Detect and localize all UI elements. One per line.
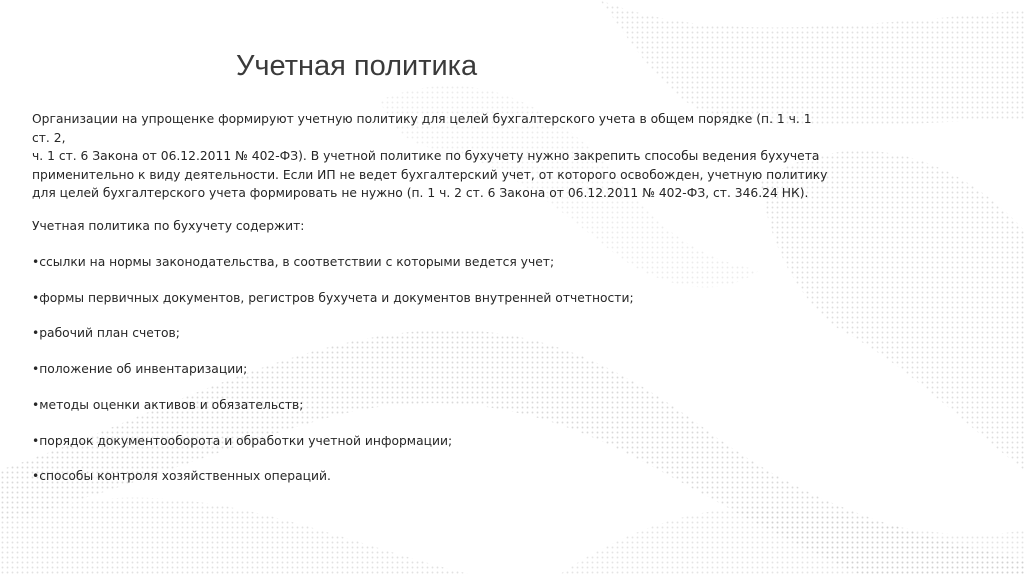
list-item: •методы оценки активов и обязательств; (32, 397, 304, 412)
slide-title: Учетная политика (236, 50, 478, 82)
intro-line: ч. 1 ст. 6 Закона от 06.12.2011 № 402-ФЗ). В учетной политике по бухучету нужно закрепить способы ведения бухучета (32, 149, 820, 164)
intro-line: применительно к виду деятельности. Если ИП не ведет бухгалтерский учет, от которого освобожден, учетную политику (32, 167, 828, 182)
list-item: •порядок документооборота и обработки учетной информации; (32, 433, 453, 448)
contains-label: Учетная политика по бухучету содержит: (32, 218, 305, 233)
slide-content (32, 110, 832, 503)
intro-paragraph (32, 110, 832, 203)
list-item: •формы первичных документов, регистров бухучета и документов внутренней отчетности; (32, 290, 634, 305)
list-item: •способы контроля хозяйственных операций. (32, 469, 331, 484)
list-item: •рабочий план счетов; (32, 326, 180, 341)
intro-line: Организации на упрощенке формируют учетную политику для целей бухгалтерского учета в общем порядке (п. 1 ч. 1 ст. 2, (32, 112, 812, 145)
list-item: •положение об инвентаризации; (32, 362, 248, 377)
intro-line: для целей бухгалтерского учета формировать не нужно (п. 1 ч. 2 ст. 6 Закона от 06.12.2011 № 402-ФЗ, ст. 346.24 НК). (32, 186, 809, 201)
list-item: •ссылки на нормы законодательства, в соответствии с которыми ведется учет; (32, 254, 555, 269)
